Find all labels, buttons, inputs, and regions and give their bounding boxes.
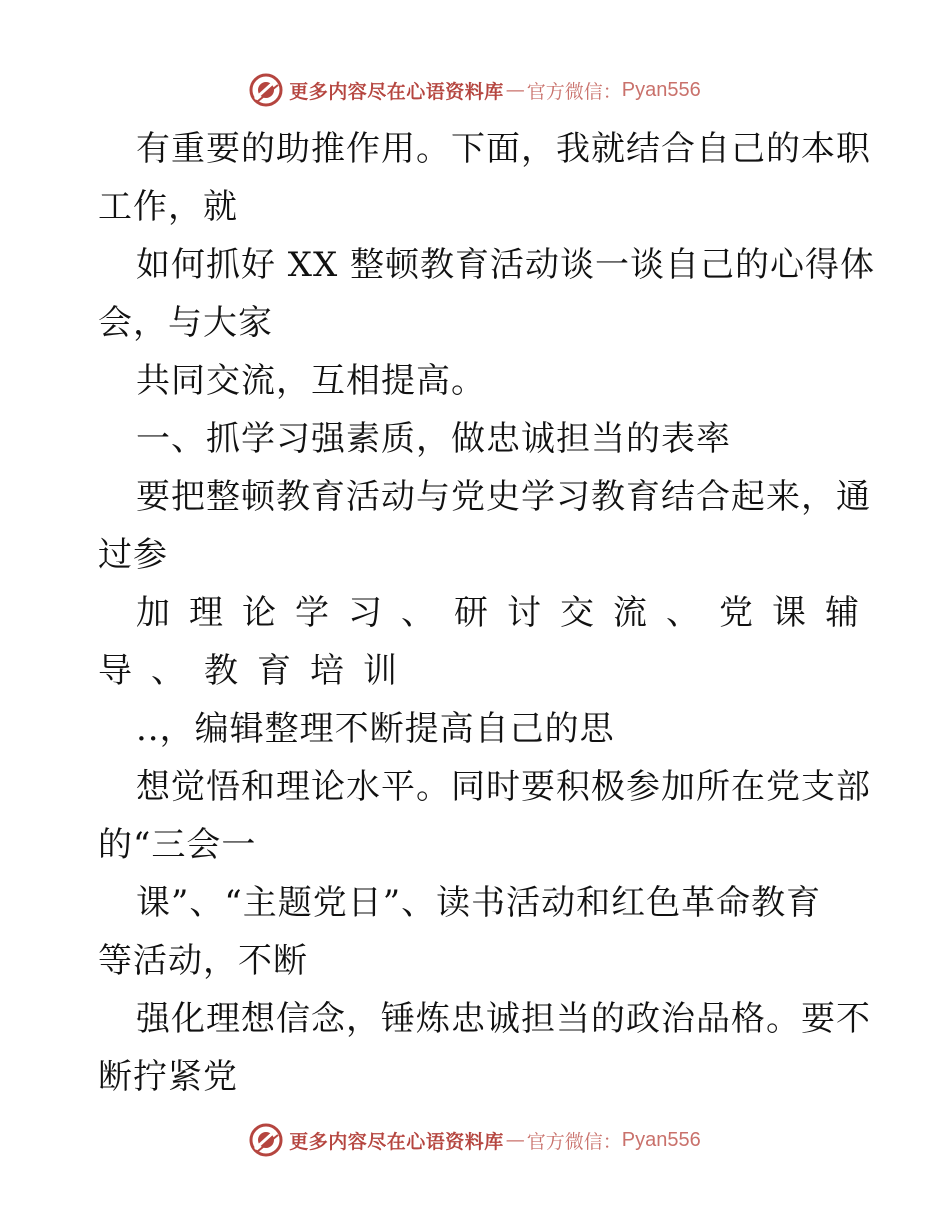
section-heading: 一、抓学习强素质，做忠诚担当的表率 bbox=[136, 419, 731, 459]
text-line: 加理论学习、研讨交流、党课辅 bbox=[136, 593, 878, 633]
watermark-wechat-id: Pyan556 bbox=[621, 78, 701, 101]
text-line: 课”、“主题党日”、读书活动和红色革命教育 bbox=[136, 883, 822, 923]
text-line: ..，编辑整理不断提高自己的思 bbox=[136, 709, 615, 749]
text-line: 共同交流，互相提高。 bbox=[136, 361, 486, 401]
text-line: 要把整顿教育活动与党史学习教育结合起来，通 bbox=[136, 477, 871, 517]
text-line: 想觉悟和理论水平。同时要积极参加所在党支部 bbox=[136, 767, 871, 807]
text-line: 如何抓好 XX 整顿教育活动谈一谈自己的心得体 bbox=[136, 245, 876, 285]
watermark-brand: 更多内容尽在心语资料库 bbox=[289, 80, 504, 103]
text-line: 断拧紧党 bbox=[98, 1057, 238, 1097]
watermark-separator: — bbox=[505, 1129, 525, 1151]
text-line: 强化理想信念，锤炼忠诚担当的政治品格。要不 bbox=[136, 999, 871, 1039]
text-line: 导、教育培训 bbox=[98, 651, 416, 691]
watermark-contact-label: 官方微信： bbox=[526, 80, 622, 103]
document-body bbox=[98, 120, 878, 1106]
watermark-contact-label: 官方微信： bbox=[526, 1130, 622, 1153]
text-line: 过参 bbox=[98, 535, 168, 575]
text-line: 的“三会一 bbox=[98, 825, 257, 865]
watermark-brand: 更多内容尽在心语资料库 bbox=[289, 1130, 504, 1153]
footer-watermark bbox=[0, 1120, 950, 1160]
text-line: 有重要的助推作用。下面，我就结合自己的本职 bbox=[136, 129, 871, 169]
seal-logo-icon bbox=[249, 73, 283, 107]
text-line: 会，与大家 bbox=[98, 303, 273, 343]
watermark-separator: — bbox=[505, 79, 525, 101]
header-watermark bbox=[0, 70, 950, 110]
watermark-wechat-id: Pyan556 bbox=[621, 1128, 701, 1151]
seal-logo-icon bbox=[249, 1123, 283, 1157]
text-line: 工作，就 bbox=[98, 187, 238, 227]
text-line: 等活动，不断 bbox=[98, 941, 308, 981]
